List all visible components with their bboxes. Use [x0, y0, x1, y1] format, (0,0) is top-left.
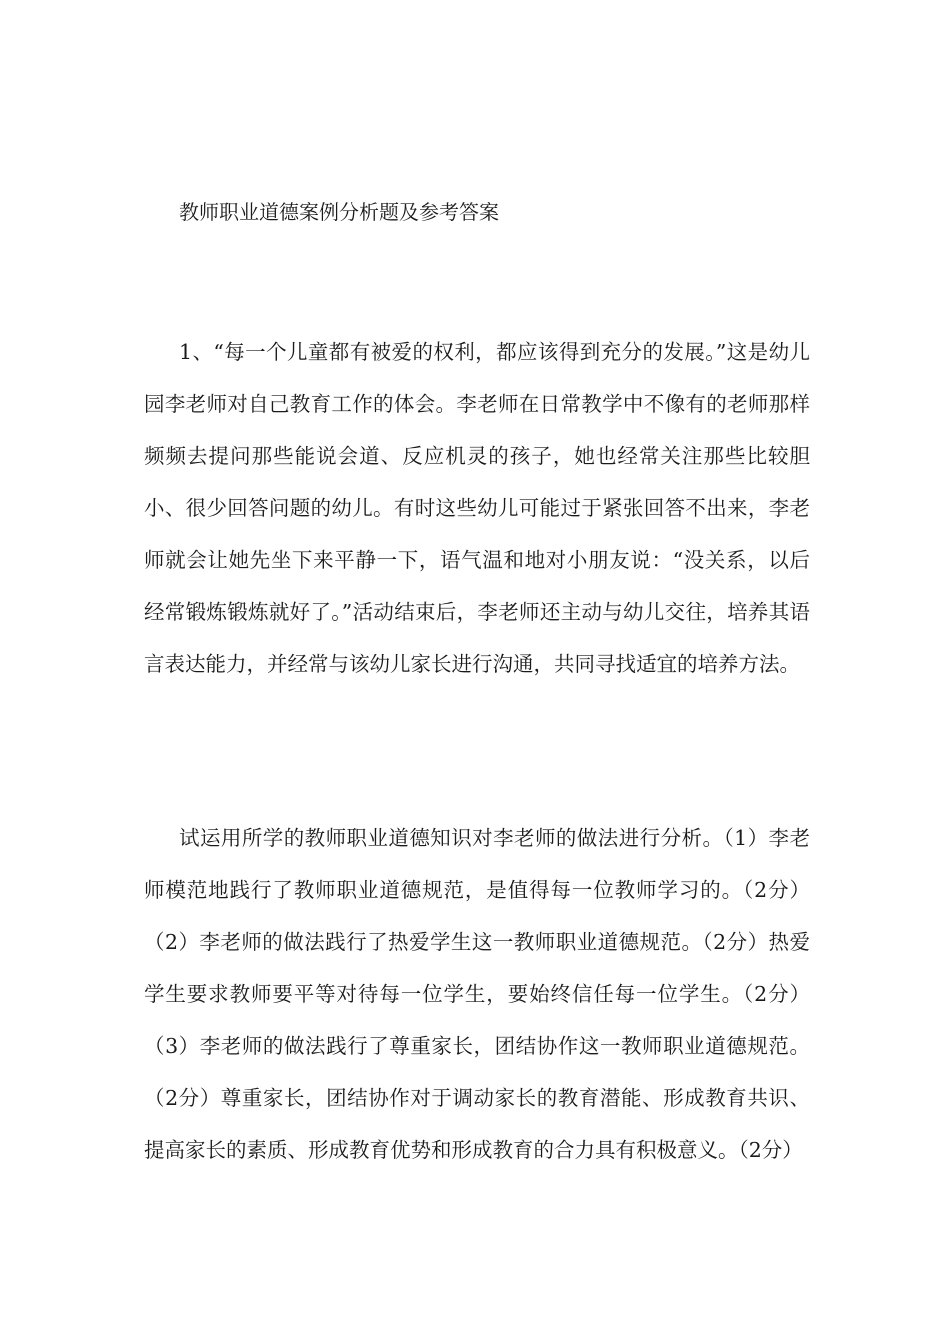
- case-answer-paragraph: 试运用所学的教师职业道德知识对李老师的做法进行分析。（1）李老师模范地践行了教师职业道德规范，是值得每一位教师学习的。（2分）（2）李老师的做法践行了热爱学生这一教师职业道德规范。（2分）热爱学生要求教师要平等对待每一位学生，要始终信任每一位学生。（2分）（3）李老师的做法践行了尊重家长，团结协作这一教师职业道德规范。（2分）尊重家长，团结协作对于调动家长的教育潜能、形成教育共识、提高家长的素质、形成教育优势和形成教育的合力具有积极意义。（2分）: [144, 826, 810, 1162]
- document-title: 教师职业道德案例分析题及参考答案: [179, 200, 499, 224]
- case-question-paragraph: 1、“每一个儿童都有被爱的权利，都应该得到充分的发展。”这是幼儿园李老师对自己教育工作的体会。李老师在日常教学中不像有的老师那样频频去提问那些能说会道、反应机灵的孩子，她也经常关注那些比较胆小、很少回答问题的幼儿。有时这些幼儿可能过于紧张回答不出来，李老师就会让她先坐下来平静一下，语气温和地对小朋友说：“没关系，以后经常锻炼锻炼就好了。”活动结束后，李老师还主动与幼儿交往，培养其语言表达能力，并经常与该幼儿家长进行沟通，共同寻找适宜的培养方法。: [144, 340, 810, 676]
